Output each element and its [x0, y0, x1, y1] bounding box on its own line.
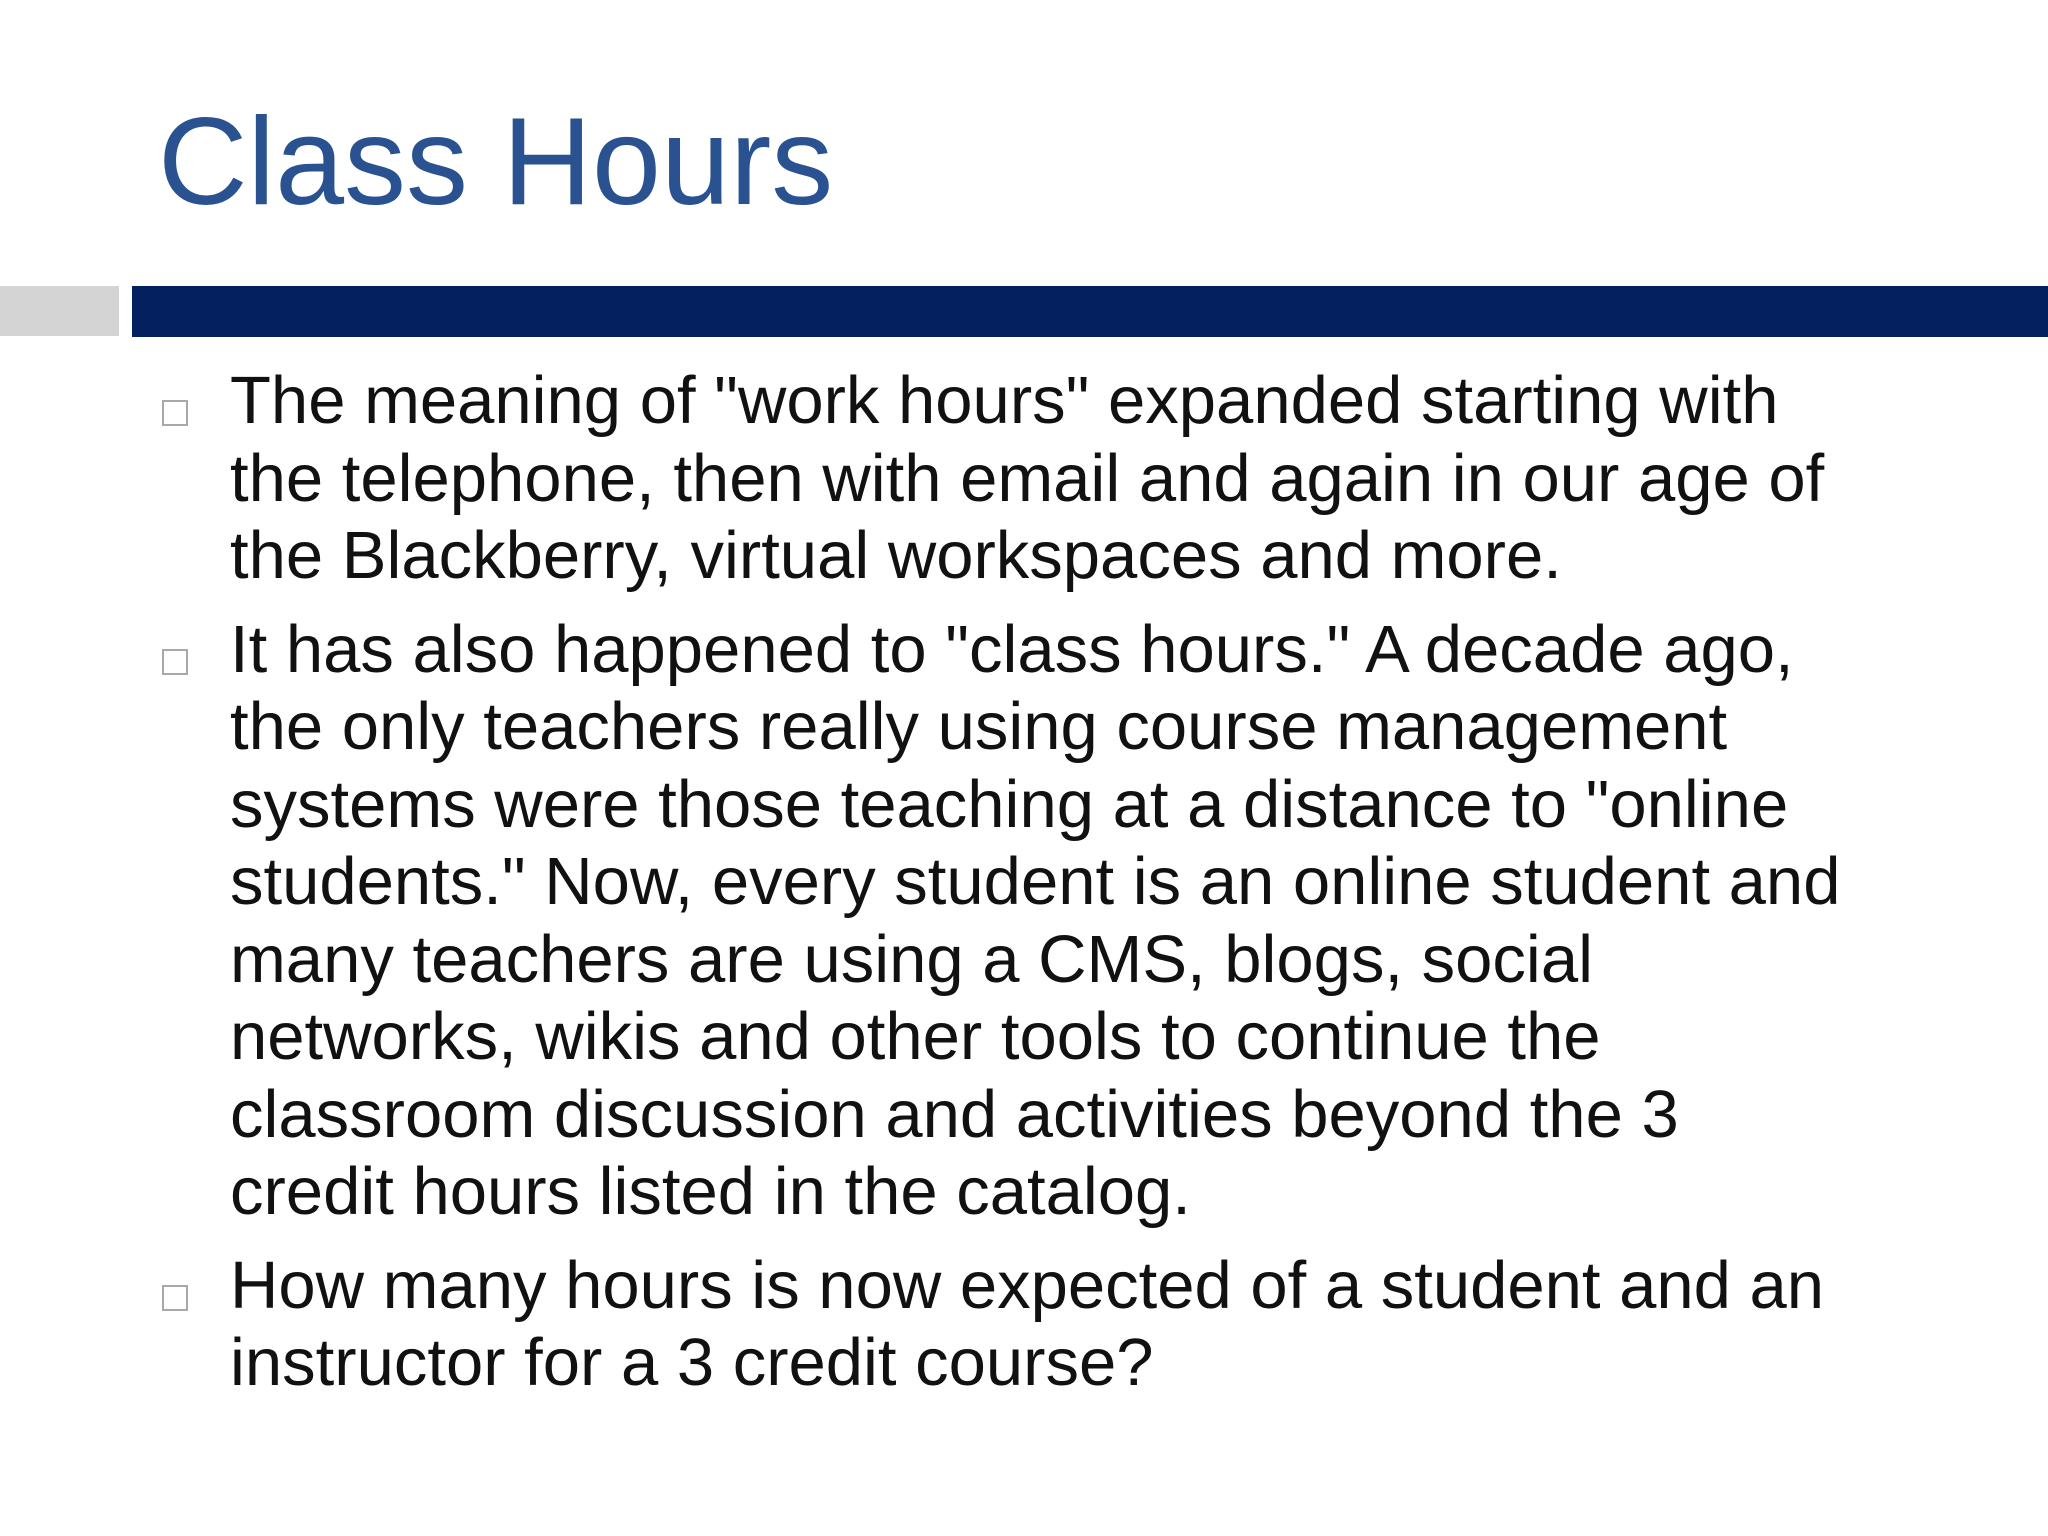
- bullet-text: It has also happened to "class hours." A decade ago, the only teachers really using course management systems were those teaching at a distance to "online students." Now, every student is an online student and many teachers are using a CMS, blogs, social networks, wikis and other tools to continue the classroom discussion and activities beyond the 3 credit hours listed in the catalog.: [230, 611, 1841, 1229]
- square-bullet-icon: [162, 1285, 188, 1311]
- square-bullet-icon: [162, 649, 188, 675]
- bullet-list: [0, 362, 2048, 1418]
- bullet-item: [0, 1247, 2048, 1402]
- title-rule-navy-bar: [132, 286, 2048, 337]
- slide-title: Class Hours: [158, 93, 834, 231]
- bullet-text: How many hours is now expected of a student and an instructor for a 3 credit course?: [230, 1247, 1825, 1400]
- title-rule-gray-segment: [0, 286, 119, 336]
- bullet-text: The meaning of "work hours" expanded starting with the telephone, then with email and again in our age of the Blackberry, virtual workspaces and more.: [230, 363, 1825, 593]
- square-bullet-icon: [162, 400, 188, 426]
- bullet-item: [0, 362, 2048, 595]
- bullet-item: [0, 611, 2048, 1231]
